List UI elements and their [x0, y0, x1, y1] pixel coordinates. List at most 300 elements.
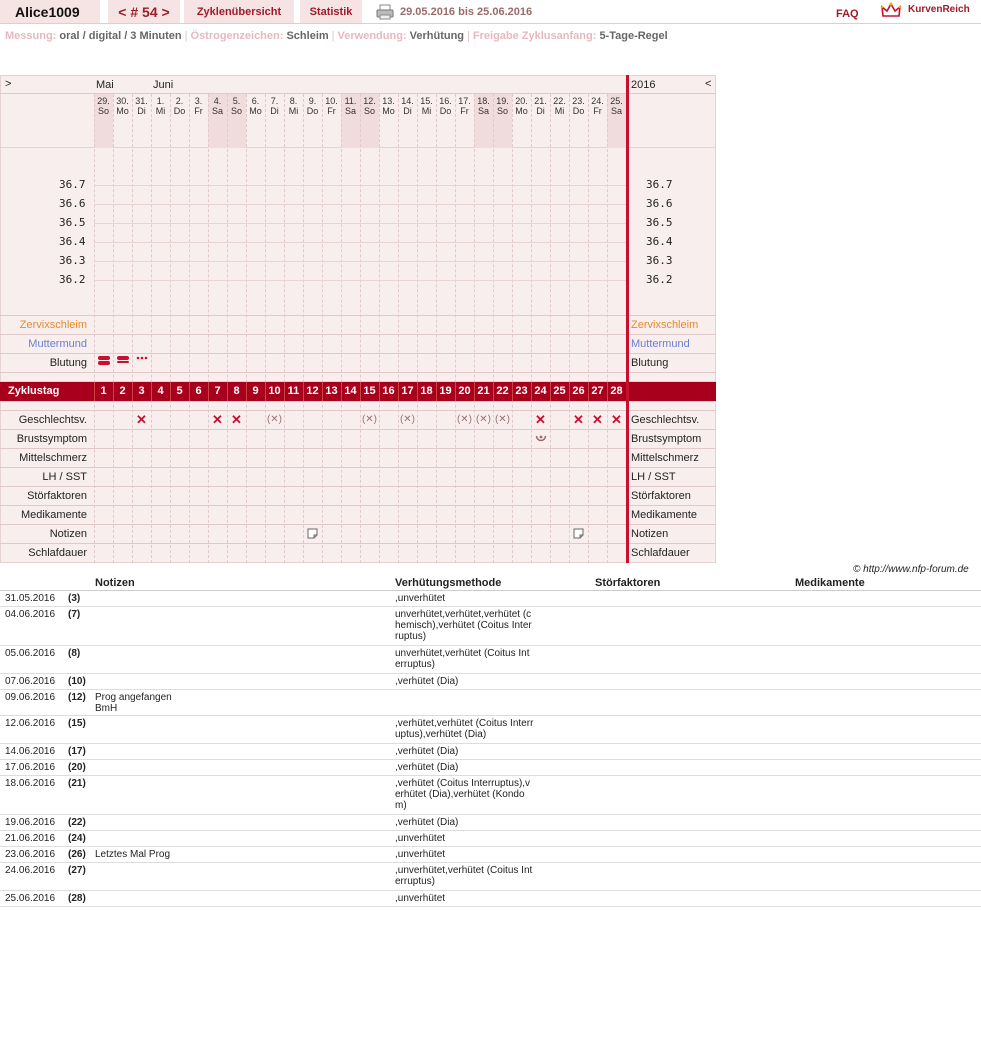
day-date: 7. — [270, 96, 279, 106]
intercourse-unprotected-icon: ✕ — [611, 412, 622, 427]
day-header — [341, 96, 360, 116]
bleeding-spotting-icon — [135, 355, 149, 369]
row-date: 24.06.2016 — [5, 865, 56, 876]
cycle-day-number: 4 — [157, 385, 164, 397]
cycle-day-number: 19 — [439, 385, 452, 397]
intercourse-protected-icon: (✕) — [475, 414, 492, 425]
row-date: 04.06.2016 — [5, 609, 56, 620]
chart-year: 2016 — [631, 79, 656, 91]
day-weekday: Mo — [382, 106, 395, 116]
cycle-day-number: 24 — [534, 385, 547, 397]
temp-gridline — [94, 185, 626, 186]
day-weekday: Fr — [593, 106, 602, 116]
settings-value: oral / digital / 3 Minuten — [59, 30, 182, 42]
table-row — [0, 831, 981, 847]
day-date: 12. — [363, 96, 376, 106]
day-weekday: Do — [439, 106, 452, 116]
settings-label: Messung: — [5, 30, 57, 42]
row-line — [0, 410, 716, 411]
day-date: 5. — [232, 96, 241, 106]
cycle-day-number: 23 — [515, 385, 528, 397]
grid-vline — [189, 94, 190, 563]
grid-vline — [113, 94, 114, 563]
day-weekday: Do — [306, 106, 319, 116]
row-method: ,verhütet (Dia) — [395, 676, 459, 687]
row-cycle-day: (28) — [68, 893, 86, 904]
day-weekday: Mo — [116, 106, 129, 116]
day-date: 4. — [213, 96, 222, 106]
table-row — [0, 815, 981, 831]
day-date: 14. — [401, 96, 414, 106]
cycle-day-number: 26 — [572, 385, 585, 397]
grid-vline — [398, 94, 399, 563]
row-line — [0, 448, 716, 449]
day-header — [607, 96, 626, 116]
settings-value: Verhütung — [409, 30, 465, 42]
cycle-day-number: 8 — [233, 385, 240, 397]
cycle-day-number: 20 — [458, 385, 471, 397]
day-header — [189, 96, 208, 116]
row-cycle-day: (24) — [68, 833, 86, 844]
row-cycle-day: (20) — [68, 762, 86, 773]
table-row — [0, 646, 981, 674]
intercourse-protected-icon: (✕) — [494, 414, 511, 425]
user-name: Alice1009 — [0, 0, 100, 23]
table-row — [0, 744, 981, 760]
temp-label-left: 36.5 — [59, 216, 86, 229]
row-label-left: Brustsymptom — [16, 433, 87, 445]
cycle-day-number: 14 — [344, 385, 357, 397]
day-header — [474, 96, 493, 116]
day-header — [531, 96, 550, 116]
col-header-method: Verhütungsmethode — [395, 577, 502, 589]
chart-nav-prev[interactable]: > — [5, 78, 12, 90]
row-cycle-day: (17) — [68, 746, 86, 757]
grid-vline — [512, 94, 513, 563]
copyright: © http://www.nfp-forum.de — [853, 564, 969, 575]
header-month-line — [0, 93, 716, 94]
day-weekday: Sa — [211, 106, 223, 116]
row-label-right: Geschlechtsv. — [631, 414, 700, 426]
row-line — [0, 524, 716, 525]
grid-vline — [417, 94, 418, 563]
day-date: 21. — [534, 96, 547, 106]
row-label-left: Störfaktoren — [27, 490, 87, 502]
day-weekday: Mi — [288, 106, 299, 116]
row-line — [0, 353, 716, 354]
grid-vline — [284, 94, 285, 563]
day-weekday: Fr — [460, 106, 469, 116]
faq-link[interactable]: FAQ — [836, 8, 859, 20]
row-label-left: Zervixschleim — [19, 319, 87, 331]
row-date: 09.06.2016 — [5, 692, 56, 703]
settings-separator: | — [331, 30, 335, 42]
row-label-right: Schlafdauer — [631, 547, 690, 559]
intercourse-unprotected-icon: ✕ — [573, 412, 584, 427]
cycle-day-number: 1 — [100, 385, 107, 397]
row-label-left: Geschlechtsv. — [18, 414, 87, 426]
row-date: 07.06.2016 — [5, 676, 56, 687]
cycle-day-number: 16 — [382, 385, 395, 397]
table-row — [0, 674, 981, 690]
breast-symptom-icon — [535, 432, 547, 444]
grid-vline — [170, 94, 171, 563]
month-label: Mai — [96, 79, 114, 91]
day-weekday: So — [97, 106, 109, 116]
temp-label-left: 36.4 — [59, 235, 86, 248]
day-header — [284, 96, 303, 116]
temp-label-left: 36.3 — [59, 254, 86, 267]
row-line — [0, 486, 716, 487]
row-label-right: Störfaktoren — [631, 490, 691, 502]
temp-label-right: 36.2 — [646, 273, 673, 286]
day-weekday: So — [496, 106, 508, 116]
day-weekday: Di — [403, 106, 412, 116]
row-method: unverhütet,verhütet (Coitus Interruptus) — [395, 648, 530, 670]
temp-label-right: 36.7 — [646, 178, 673, 191]
row-line — [0, 505, 716, 506]
row-note: Letztes Mal Prog — [95, 849, 171, 860]
row-label-right: Mittelschmerz — [631, 452, 699, 464]
cycle-day-number: 10 — [268, 385, 281, 397]
row-method: ,verhütet,verhütet (Coitus Interruptus),verhütet (Dia) — [395, 718, 534, 740]
table-row — [0, 847, 981, 863]
day-header — [151, 96, 170, 116]
settings-label: Freigabe Zyklusanfang: — [472, 30, 597, 42]
row-line — [0, 372, 716, 373]
row-method: ,unverhütet,verhütet (Coitus Interruptus) — [395, 865, 533, 887]
row-date: 23.06.2016 — [5, 849, 56, 860]
row-date: 21.06.2016 — [5, 833, 56, 844]
table-row — [0, 690, 981, 716]
cycle-day-number: 22 — [496, 385, 509, 397]
day-date: 22. — [553, 96, 566, 106]
table-row — [0, 776, 981, 815]
day-weekday: Mo — [249, 106, 262, 116]
bleeding-heavy-icon — [97, 355, 111, 369]
day-date: 24. — [591, 96, 604, 106]
day-date: 2. — [175, 96, 184, 106]
brand-logo[interactable]: KurvenReich — [908, 4, 970, 15]
temp-gridline — [94, 280, 626, 281]
cycle-day-number: 3 — [138, 385, 145, 397]
row-label-left: Mittelschmerz — [19, 452, 87, 464]
row-note: Prog angefangen BmH — [95, 692, 172, 714]
grid-vline — [208, 94, 209, 563]
temp-label-right: 36.4 — [646, 235, 673, 248]
row-cycle-day: (15) — [68, 718, 86, 729]
day-header — [113, 96, 132, 116]
cycle-day-number: 2 — [119, 385, 126, 397]
cycle-end-line — [626, 75, 629, 563]
cycle-day-number: 25 — [553, 385, 566, 397]
grid-vline — [379, 94, 380, 563]
day-weekday: So — [230, 106, 242, 116]
day-header — [493, 96, 512, 116]
row-label-right: Zervixschleim — [631, 319, 699, 331]
intercourse-unprotected-icon: ✕ — [592, 412, 603, 427]
row-label-left: Muttermund — [28, 338, 87, 350]
cycle-day-number: 28 — [610, 385, 623, 397]
cycle-bar-label: Zyklustag — [8, 385, 60, 397]
day-date: 25. — [610, 96, 623, 106]
row-cycle-day: (7) — [68, 609, 81, 620]
tab-cycle-overview[interactable]: Zyklenübersicht — [184, 0, 294, 23]
temp-gridline — [94, 204, 626, 205]
cycle-day-number: 7 — [214, 385, 221, 397]
day-date: 30. — [116, 96, 129, 106]
temp-label-left: 36.2 — [59, 273, 86, 286]
grid-vline — [322, 94, 323, 563]
grid-vline — [588, 94, 589, 563]
intercourse-unprotected-icon: ✕ — [136, 412, 147, 427]
day-header — [170, 96, 189, 116]
table-row — [0, 863, 981, 891]
day-header — [379, 96, 398, 116]
row-cycle-day: (22) — [68, 817, 86, 828]
cycle-day-number: 5 — [176, 385, 183, 397]
day-weekday: Sa — [477, 106, 489, 116]
day-header — [94, 96, 113, 116]
row-date: 19.06.2016 — [5, 817, 56, 828]
grid-vline — [132, 94, 133, 563]
day-header — [436, 96, 455, 116]
temp-label-right: 36.6 — [646, 197, 673, 210]
day-date: 16. — [439, 96, 452, 106]
day-header — [322, 96, 341, 116]
row-method: ,verhütet (Dia) — [395, 817, 459, 828]
day-weekday: Do — [173, 106, 186, 116]
grid-vline — [246, 94, 247, 563]
day-weekday: Di — [137, 106, 146, 116]
day-header — [132, 96, 151, 116]
day-weekday: Mi — [421, 106, 432, 116]
row-method: unverhütet,verhütet,verhütet (chemisch),verhütet (Coitus Interruptus) — [395, 609, 532, 642]
cycle-day-number: 18 — [420, 385, 433, 397]
day-weekday: Sa — [610, 106, 622, 116]
grid-vline — [607, 94, 608, 563]
grid-vline — [569, 94, 570, 563]
day-header — [265, 96, 284, 116]
row-line — [0, 315, 716, 316]
day-header — [246, 96, 265, 116]
row-cycle-day: (10) — [68, 676, 86, 687]
cycle-day-number: 17 — [401, 385, 414, 397]
row-cycle-day: (27) — [68, 865, 86, 876]
settings-separator: | — [184, 30, 188, 42]
intercourse-protected-icon: (✕) — [399, 414, 416, 425]
cycle-day-number: 6 — [195, 385, 202, 397]
day-date: 20. — [515, 96, 528, 106]
table-row — [0, 891, 981, 907]
grid-vline — [436, 94, 437, 563]
row-cycle-day: (21) — [68, 778, 86, 789]
day-date: 6. — [251, 96, 260, 106]
day-weekday: Mo — [515, 106, 528, 116]
temp-gridline — [94, 242, 626, 243]
settings-separator: | — [467, 30, 470, 42]
tab-statistics[interactable]: Statistik — [300, 0, 362, 23]
row-label-left: Schlafdauer — [28, 547, 87, 559]
settings-label: Östrogenzeichen: — [190, 30, 284, 42]
row-label-left: Notizen — [49, 528, 87, 540]
row-cycle-day: (26) — [68, 849, 86, 860]
chart-nav-next[interactable]: < — [705, 78, 712, 90]
day-header — [455, 96, 474, 116]
grid-vline — [341, 94, 342, 563]
row-method: ,unverhütet — [395, 849, 446, 860]
cycle-nav[interactable]: < # 54 > — [108, 0, 180, 23]
day-weekday: Do — [572, 106, 585, 116]
day-header — [550, 96, 569, 116]
day-date: 31. — [135, 96, 148, 106]
row-method: ,verhütet (Dia) — [395, 746, 459, 757]
row-label-right: Medikamente — [631, 509, 698, 521]
intercourse-protected-icon: (✕) — [266, 414, 283, 425]
row-label-right: LH / SST — [631, 471, 676, 483]
day-date: 18. — [477, 96, 490, 106]
grid-vline — [265, 94, 266, 563]
cycle-day-number: 11 — [287, 385, 300, 397]
day-date: 15. — [420, 96, 433, 106]
grid-vline — [550, 94, 551, 563]
row-line — [0, 429, 716, 430]
intercourse-unprotected-icon: ✕ — [212, 412, 223, 427]
settings-value: 5-Tage-Regel — [599, 30, 668, 42]
grid-vline — [493, 94, 494, 563]
date-range: 29.05.2016 bis 25.06.2016 — [400, 6, 533, 18]
day-date: 11. — [344, 96, 357, 106]
table-row — [0, 716, 981, 744]
row-label-right: Brustsymptom — [631, 433, 702, 445]
day-weekday: Di — [536, 106, 545, 116]
day-header — [360, 96, 379, 116]
table-row — [0, 607, 981, 646]
day-date: 19. — [496, 96, 509, 106]
temp-gridline — [94, 261, 626, 262]
day-weekday: Mi — [554, 106, 565, 116]
cycle-day-number: 21 — [477, 385, 490, 397]
grid-vline — [455, 94, 456, 563]
grid-vline — [227, 94, 228, 563]
day-date: 10. — [325, 96, 338, 106]
cycle-day-number: 12 — [306, 385, 319, 397]
col-header-notes: Notizen — [95, 577, 135, 589]
row-method: ,unverhütet — [395, 593, 446, 604]
grid-vline — [474, 94, 475, 563]
row-date: 18.06.2016 — [5, 778, 56, 789]
day-header — [303, 96, 322, 116]
temp-gridline — [94, 223, 626, 224]
row-label-left: Blutung — [49, 357, 87, 369]
temp-label-left: 36.7 — [59, 178, 86, 191]
day-date: 3. — [194, 96, 203, 106]
row-date: 12.06.2016 — [5, 718, 56, 729]
row-method: ,unverhütet — [395, 893, 446, 904]
intercourse-protected-icon: (✕) — [361, 414, 378, 425]
intercourse-unprotected-icon: ✕ — [231, 412, 242, 427]
day-date: 1. — [156, 96, 165, 106]
bleeding-medium-icon — [116, 355, 130, 369]
chart-temp-area-bg — [0, 148, 716, 315]
row-method: ,verhütet (Dia) — [395, 762, 459, 773]
row-label-left: Medikamente — [20, 509, 87, 521]
note-icon[interactable] — [307, 528, 318, 539]
day-date: 23. — [572, 96, 585, 106]
day-header — [208, 96, 227, 116]
temp-label-left: 36.6 — [59, 197, 86, 210]
temp-label-right: 36.3 — [646, 254, 673, 267]
row-label-right: Notizen — [631, 528, 669, 540]
day-weekday: Sa — [344, 106, 356, 116]
day-weekday: Mi — [155, 106, 166, 116]
row-method: ,unverhütet — [395, 833, 446, 844]
day-weekday: Fr — [327, 106, 336, 116]
cycle-day-number: 13 — [325, 385, 338, 397]
table-row — [0, 591, 981, 607]
day-date: 13. — [382, 96, 395, 106]
row-label-left: LH / SST — [42, 471, 87, 483]
note-icon[interactable] — [573, 528, 584, 539]
day-date: 17. — [458, 96, 471, 106]
row-line — [0, 543, 716, 544]
intercourse-protected-icon: (✕) — [456, 414, 473, 425]
row-date: 17.06.2016 — [5, 762, 56, 773]
row-date: 25.06.2016 — [5, 893, 56, 904]
col-header-meds: Medikamente — [795, 577, 865, 589]
settings-value: Schleim — [286, 30, 329, 42]
day-weekday: So — [363, 106, 375, 116]
day-date: 9. — [308, 96, 317, 106]
grid-vline — [303, 94, 304, 563]
cycle-day-number: 27 — [591, 385, 604, 397]
row-cycle-day: (12) — [68, 692, 86, 703]
row-label-right: Blutung — [631, 357, 669, 369]
row-date: 14.06.2016 — [5, 746, 56, 757]
day-header — [569, 96, 588, 116]
grid-vline — [531, 94, 532, 563]
day-header — [588, 96, 607, 116]
grid-vline — [94, 94, 95, 563]
cycle-day-number: 15 — [363, 385, 376, 397]
grid-vline — [151, 94, 152, 563]
day-date: 8. — [289, 96, 298, 106]
day-date: 29. — [97, 96, 110, 106]
row-date: 05.06.2016 — [5, 648, 56, 659]
row-cycle-day: (3) — [68, 593, 81, 604]
grid-vline — [360, 94, 361, 563]
cycle-day-number: 9 — [252, 385, 259, 397]
day-weekday: Di — [270, 106, 279, 116]
row-cycle-day: (8) — [68, 648, 81, 659]
day-header — [417, 96, 436, 116]
settings-label: Verwendung: — [337, 30, 407, 42]
row-date: 31.05.2016 — [5, 593, 56, 604]
col-header-disturb: Störfaktoren — [595, 577, 661, 589]
day-header — [398, 96, 417, 116]
temp-label-right: 36.5 — [646, 216, 673, 229]
intercourse-unprotected-icon: ✕ — [535, 412, 546, 427]
table-row — [0, 760, 981, 776]
day-header — [512, 96, 531, 116]
row-method: ,verhütet (Coitus Interruptus),verhütet (Dia),verhütet (Kondom) — [395, 778, 531, 811]
day-header — [227, 96, 246, 116]
row-line — [0, 334, 716, 335]
day-weekday: Fr — [194, 106, 203, 116]
row-label-right: Muttermund — [631, 338, 690, 350]
row-line — [0, 467, 716, 468]
month-label: Juni — [153, 79, 174, 91]
